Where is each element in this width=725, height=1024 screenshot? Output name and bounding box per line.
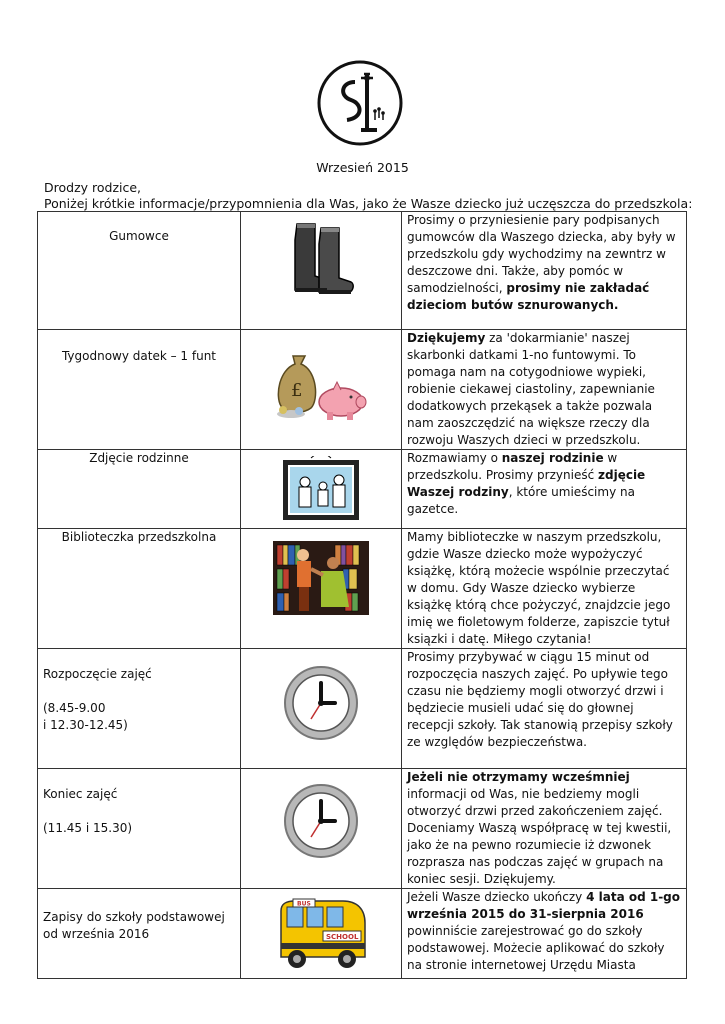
rubber-boots-icon (281, 220, 361, 298)
money-bag-piggy-bank-icon (271, 344, 371, 422)
emphasized-text: prosimy nie zakładać dzieciom butów sznurowanych. (407, 281, 650, 312)
text-segment: w przedszkolu. Prosimy przynieść (407, 451, 618, 482)
clock-icon (281, 781, 361, 861)
text-segment: Prosimy przybywać w ciągu 15 minut od rozpoczęcia naszych zajęć. Po upływie tego czasu nie będziemy mogli otworzyć drzwi i będziecie musieli udać się do głownej recepcji szkoły. Tak stanowią przepisy szkoły ze względów bezpieczeństwa. (407, 650, 673, 749)
row-description (402, 529, 687, 649)
svg-text:£: £ (291, 380, 303, 401)
row-title: Zapisy do szkoły podstawowej od września 2016 (43, 910, 225, 941)
row-title: Rozpoczęcie zajęć (43, 667, 152, 681)
row-time-range: i 12.30-12.45) (43, 718, 128, 732)
intro-text: Poniżej krótkie informacje/przypomnienia dla Was, jako że Wasze dziecko już uczęszcza do przedszkola: (44, 196, 693, 211)
row-title: Gumowce (109, 229, 169, 243)
bus-top-sign: BUS (297, 900, 311, 908)
bus-school-sign: SCHOOL (326, 933, 359, 941)
emphasized-text: naszej rodzinie (501, 451, 604, 465)
table-row (38, 212, 687, 330)
text-segment: za 'dokarmianie' naszej skarbonki datkami 1-no funtowymi. To pomaga nam na cotygodniowe wypieki, robienie ciekawej ciastoliny, zapewnianie dodatkowych przekąsek a także pozwala nam zaoszczędzić na większe rzeczy dla rozwoju Waszych dzieci w przedszkolu. (407, 331, 655, 447)
greeting: Drodzy rodzice, (44, 180, 142, 195)
row-description (402, 212, 687, 330)
table-row (38, 889, 687, 979)
text-segment: Jeżeli Wasze dziecko ukończy (407, 890, 587, 904)
row-description (402, 649, 687, 769)
text-segment: informacji od Was, nie bedziemy mogli otworzyć drzwi przed zakończeniem zajęć. Doceniamy Waszą współpracę w tej kwestii, jako że na pewno rozumiecie iż dzwonek rozprasza nas podczas zajęć w grupach na koniec sesji. Dziękujemy. (407, 787, 672, 886)
row-title: Tygodnowy datek – 1 funt (61, 349, 217, 363)
family-photo-frame-icon (281, 456, 361, 522)
text-segment: powinniście zarejestrować go do szkoły podstawowej. Możecie aplikować do szkoły na stronie internetowej Urzędu Miasta (407, 924, 665, 972)
table-row (38, 649, 687, 769)
emphasized-text: 4 lata od 1-go września 2015 do 31-sierpnia 2016 (407, 890, 681, 921)
emphasized-text: zdjęcie Waszej rodziny (407, 468, 646, 499)
table-row (38, 769, 687, 889)
row-title: Koniec zajęć (43, 787, 118, 801)
table-row (38, 450, 687, 529)
table-row (38, 330, 687, 450)
row-title: Biblioteczka przedszkolna (61, 530, 217, 544)
text-segment: Prosimy o przyniesienie pary podpisanych gumowców dla Waszego dziecka, aby były w przedszkolu gdy wychodzimy na zewntrz w deszczowe dni. Także, aby pomóc w samodzielności, (407, 213, 676, 295)
table-row (38, 529, 687, 649)
clock-icon (281, 663, 361, 743)
row-title: Zdjęcie rodzinne (89, 451, 189, 465)
info-table (37, 211, 687, 979)
document-date: Wrzesień 2015 (316, 160, 409, 175)
library-bookshelf-icon (273, 541, 369, 615)
emphasized-text: Jeżeli nie otrzymamy wcześmniej (407, 770, 630, 784)
row-time-range: (11.45 i 15.30) (43, 821, 133, 835)
school-bus-icon (273, 897, 369, 973)
row-description (402, 450, 687, 529)
text-segment: Rozmawiamy o (407, 451, 502, 465)
row-description (402, 330, 687, 450)
emphasized-text: Dziękujemy (407, 331, 486, 345)
text-segment: Mamy biblioteczke w naszym przedszkolu, gdzie Wasze dziecko może wypożyczyć książkę, którą możecie wspólnie przeczytać w domu. Gdy Wasze dziecko wybierze książkę którą chce pożyczyć, znajdzcie jego imię we fioletowym folderze, zapiszcie tytuł ksiązki i datę. Miłego czytania! (407, 530, 671, 646)
row-description (402, 889, 687, 979)
school-logo (317, 60, 403, 146)
text-segment: , które umieścimy na gazetce. (407, 485, 635, 516)
row-time-range: (8.45-9.00 (43, 701, 106, 715)
row-description (402, 769, 687, 889)
